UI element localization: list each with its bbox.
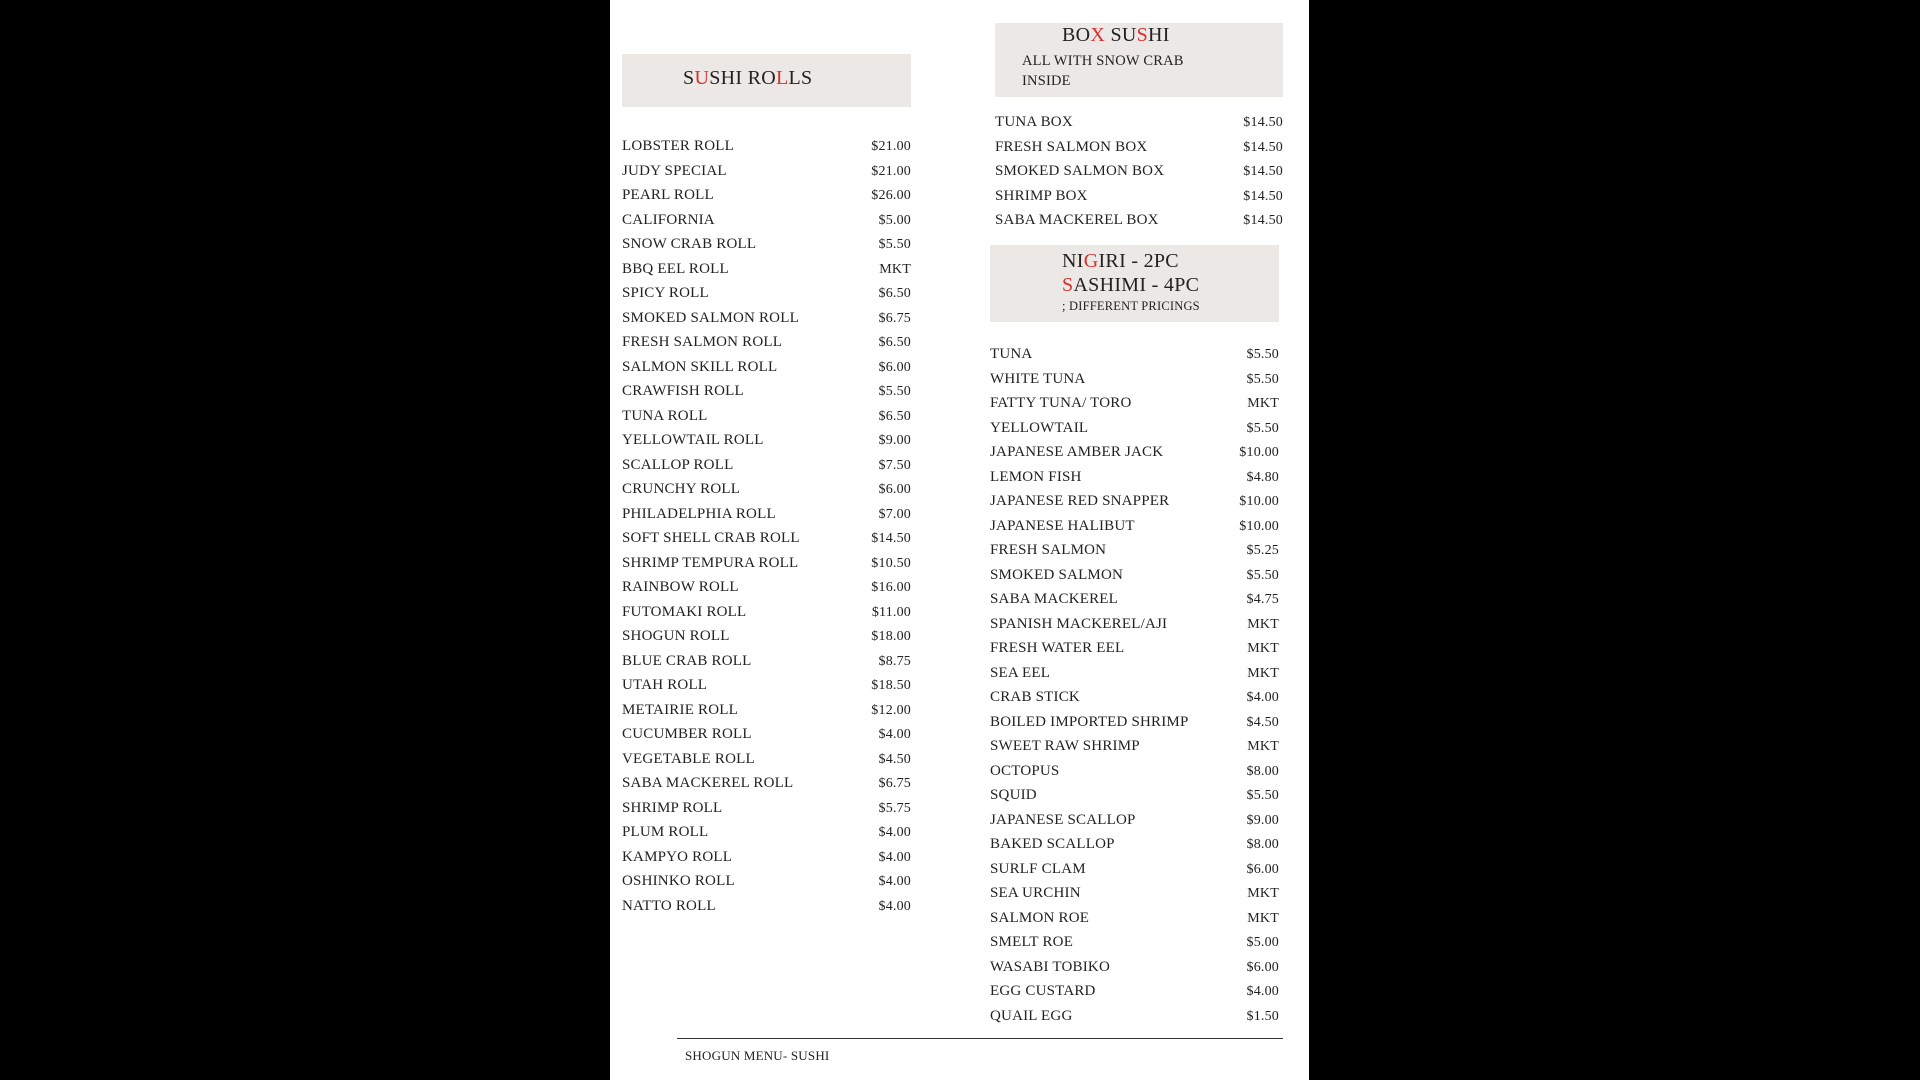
item-name: YELLOWTAIL ROLL	[622, 432, 764, 448]
item-price: $4.00	[1246, 984, 1279, 999]
item-price: $18.50	[871, 678, 911, 693]
item-price: $4.75	[1246, 592, 1279, 607]
item-name: BLUE CRAB ROLL	[622, 652, 752, 669]
title-part-accent: L	[776, 67, 789, 89]
item-price: $8.00	[1246, 763, 1279, 779]
item-price: $5.25	[1246, 543, 1279, 558]
menu-item	[990, 489, 1279, 514]
item-name: FRESH SALMON	[990, 542, 1107, 558]
item-name: SURLF CLAM	[990, 860, 1086, 877]
menu-item	[990, 538, 1279, 563]
menu-item	[622, 624, 911, 649]
item-price: $21.00	[871, 163, 911, 179]
menu-item	[622, 453, 911, 478]
menu-item	[622, 428, 911, 453]
menu-item	[622, 281, 911, 306]
menu-item	[990, 416, 1279, 441]
item-price: MKT	[879, 261, 911, 277]
menu-item	[990, 930, 1279, 955]
item-price: $14.50	[871, 531, 911, 546]
item-name: LOBSTER ROLL	[622, 138, 734, 154]
item-name: FRESH WATER EEL	[990, 640, 1125, 656]
item-price: $4.00	[878, 874, 911, 889]
menu-page	[610, 0, 1309, 1080]
item-price: $6.00	[878, 482, 911, 497]
menu-item	[622, 673, 911, 698]
item-name: WHITE TUNA	[990, 370, 1086, 387]
item-price: $4.50	[1246, 714, 1279, 730]
menu-item	[995, 110, 1283, 135]
menu-item	[622, 477, 911, 502]
sushi-rolls-title	[683, 67, 812, 90]
menu-item	[622, 183, 911, 208]
item-name: SOFT SHELL CRAB ROLL	[622, 530, 800, 546]
menu-item	[622, 134, 911, 159]
sushi-rolls-header	[622, 54, 911, 107]
box-sushi-subtitle	[1022, 51, 1184, 91]
item-name: CRAB STICK	[990, 689, 1080, 705]
footer-text: SHOGUN MENU- SUSHI	[685, 1048, 830, 1063]
item-price: MKT	[1247, 665, 1279, 681]
item-price: $6.00	[1246, 959, 1279, 975]
item-name: JAPANESE SCALLOP	[990, 811, 1136, 828]
menu-item	[990, 612, 1279, 637]
item-name: JAPANESE AMBER JACK	[990, 444, 1164, 460]
item-name: SHRIMP BOX	[995, 187, 1088, 204]
sashimi-title	[1062, 273, 1199, 297]
item-price: $7.00	[878, 506, 911, 522]
item-name: WASABI TOBIKO	[990, 958, 1110, 975]
menu-item	[990, 808, 1279, 833]
title-part: SHI RO	[709, 67, 776, 89]
item-price: $11.00	[871, 604, 911, 620]
item-price: $5.00	[878, 212, 911, 228]
box-sushi-header	[995, 23, 1283, 97]
item-name: FATTY TUNA/ TORO	[990, 395, 1132, 411]
menu-item	[622, 869, 911, 894]
item-name: OCTOPUS	[990, 762, 1060, 779]
item-name: SALMON ROE	[990, 909, 1090, 926]
item-name: KAMPYO ROLL	[622, 848, 733, 865]
item-name: PHILADELPHIA ROLL	[622, 505, 776, 522]
menu-item	[990, 1004, 1279, 1029]
item-price: $9.00	[878, 433, 911, 448]
item-name: SEA EEL	[990, 664, 1051, 681]
subtitle-line: INSIDE	[1022, 73, 1071, 89]
item-price: $5.50	[1246, 371, 1279, 387]
menu-item	[990, 563, 1279, 588]
item-name: SABA MACKEREL BOX	[995, 212, 1159, 228]
item-name: SEA URCHIN	[990, 885, 1081, 901]
item-name: FUTOMAKI ROLL	[622, 603, 747, 620]
menu-item	[990, 710, 1279, 735]
item-price: $6.50	[878, 335, 911, 350]
item-name: SMELT ROE	[990, 934, 1074, 950]
item-name: JAPANESE HALIBUT	[990, 517, 1135, 534]
title-part: SU	[1105, 24, 1137, 46]
item-name: SQUID	[990, 787, 1037, 803]
item-name: TUNA ROLL	[622, 407, 708, 424]
menu-item	[622, 257, 911, 282]
menu-item	[990, 661, 1279, 686]
item-price: $18.00	[871, 629, 911, 644]
item-price: $9.00	[1246, 812, 1279, 828]
item-name: SPICY ROLL	[622, 285, 709, 301]
menu-item	[990, 832, 1279, 857]
item-name: METAIRIE ROLL	[622, 701, 738, 718]
item-name: EGG CUSTARD	[990, 983, 1096, 999]
menu-item	[622, 306, 911, 331]
menu-item	[990, 857, 1279, 882]
item-price: $5.50	[1246, 788, 1279, 803]
menu-item	[622, 845, 911, 870]
menu-item	[990, 685, 1279, 710]
item-name: SCALLOP ROLL	[622, 456, 734, 473]
menu-item	[622, 600, 911, 625]
item-name: VEGETABLE ROLL	[622, 750, 755, 767]
item-name: TUNA BOX	[995, 114, 1073, 130]
menu-item	[990, 906, 1279, 931]
item-price: $14.50	[1243, 115, 1283, 130]
item-price: $7.50	[878, 457, 911, 473]
item-price: $4.00	[1246, 690, 1279, 705]
menu-item	[990, 979, 1279, 1004]
item-price: $4.00	[878, 825, 911, 840]
menu-item	[622, 820, 911, 845]
menu-item	[622, 747, 911, 772]
item-name: JUDY SPECIAL	[622, 162, 727, 179]
nigiri-sashimi-header	[990, 245, 1279, 322]
item-price: $10.00	[1239, 494, 1279, 509]
item-price: $12.00	[871, 702, 911, 718]
item-price: $6.50	[878, 286, 911, 301]
item-price: MKT	[1247, 641, 1279, 656]
item-name: TUNA	[990, 346, 1033, 362]
item-name: OSHINKO ROLL	[622, 873, 735, 889]
item-name: SWEET RAW SHRIMP	[990, 738, 1140, 754]
menu-item	[622, 722, 911, 747]
item-price: MKT	[1247, 910, 1279, 926]
item-price: $6.00	[1246, 861, 1279, 877]
menu-item	[622, 575, 911, 600]
menu-item	[990, 367, 1279, 392]
item-name: LEMON FISH	[990, 468, 1082, 485]
item-price: $14.50	[1243, 139, 1283, 155]
item-price: $21.00	[871, 139, 911, 154]
item-price: $8.00	[1246, 837, 1279, 852]
item-name: PLUM ROLL	[622, 824, 709, 840]
item-price: $4.50	[878, 751, 911, 767]
item-name: SABA MACKEREL	[990, 591, 1119, 607]
menu-item	[995, 159, 1283, 184]
item-price: $4.80	[1246, 469, 1279, 485]
menu-item	[622, 232, 911, 257]
menu-item	[990, 734, 1279, 759]
menu-item	[990, 342, 1279, 367]
item-price: $5.50	[878, 237, 911, 252]
item-name: SABA MACKEREL ROLL	[622, 775, 794, 791]
item-name: SHOGUN ROLL	[622, 628, 730, 644]
title-part: BO	[1062, 24, 1091, 46]
title-part: LS	[788, 67, 813, 89]
menu-item	[622, 551, 911, 576]
menu-item	[995, 208, 1283, 233]
item-price: $6.75	[878, 310, 911, 326]
item-name: YELLOWTAIL	[990, 419, 1089, 436]
item-name: SMOKED SALMON	[990, 566, 1124, 583]
menu-item	[622, 379, 911, 404]
item-price: $5.50	[1246, 420, 1279, 436]
footer-divider	[677, 1038, 1283, 1039]
item-name: CRUNCHY ROLL	[622, 481, 741, 497]
item-price: $4.00	[878, 727, 911, 742]
title-part-accent: X	[1090, 24, 1106, 46]
item-name: SNOW CRAB ROLL	[622, 236, 757, 252]
title-part: ASHIMI - 4PC	[1073, 274, 1200, 296]
item-name: RAINBOW ROLL	[622, 579, 739, 595]
item-price: $10.50	[871, 555, 911, 571]
title-part-accent: G	[1083, 250, 1099, 272]
menu-item	[622, 771, 911, 796]
item-price: $26.00	[871, 188, 911, 203]
item-name: SMOKED SALMON BOX	[995, 163, 1165, 179]
menu-item	[622, 355, 911, 380]
menu-item	[622, 894, 911, 919]
menu-item	[990, 783, 1279, 808]
item-price: $5.50	[878, 384, 911, 399]
menu-item	[622, 159, 911, 184]
item-name: JAPANESE RED SNAPPER	[990, 493, 1170, 509]
item-price: $16.00	[871, 580, 911, 595]
menu-item	[990, 881, 1279, 906]
title-part: IRI - 2PC	[1098, 250, 1179, 272]
menu-item	[622, 698, 911, 723]
item-name: BAKED SCALLOP	[990, 836, 1115, 852]
menu-item	[990, 440, 1279, 465]
item-name: NATTO ROLL	[622, 897, 716, 914]
menu-item	[622, 208, 911, 233]
item-price: $5.50	[1246, 567, 1279, 583]
item-price: $14.50	[1243, 188, 1283, 204]
menu-item	[622, 649, 911, 674]
menu-item	[990, 955, 1279, 980]
menu-item	[990, 587, 1279, 612]
item-price: MKT	[1247, 739, 1279, 754]
item-price: $14.50	[1243, 213, 1283, 228]
item-name: CRAWFISH ROLL	[622, 383, 744, 399]
item-price: $6.50	[878, 408, 911, 424]
item-name: SHRIMP TEMPURA ROLL	[622, 554, 799, 571]
item-name: PEARL ROLL	[622, 187, 714, 203]
item-name: BOILED IMPORTED SHRIMP	[990, 713, 1189, 730]
menu-item	[990, 759, 1279, 784]
item-price: $1.50	[1246, 1008, 1279, 1024]
menu-item	[990, 514, 1279, 539]
title-part-accent: U	[694, 67, 710, 89]
item-name: SPANISH MACKEREL/AJI	[990, 615, 1168, 632]
title-part: HI	[1148, 24, 1170, 46]
menu-item	[995, 184, 1283, 209]
box-sushi-title	[1062, 24, 1170, 47]
menu-item	[622, 796, 911, 821]
menu-item	[995, 135, 1283, 160]
item-price: $6.00	[878, 359, 911, 375]
item-name: UTAH ROLL	[622, 677, 708, 693]
item-name: CALIFORNIA	[622, 211, 715, 228]
item-name: FRESH SALMON BOX	[995, 138, 1148, 155]
item-name: CUCUMBER ROLL	[622, 726, 752, 742]
item-price: $6.75	[878, 776, 911, 791]
item-name: QUAIL EGG	[990, 1007, 1073, 1024]
item-price: $4.00	[878, 898, 911, 914]
title-part-accent: S	[1062, 274, 1074, 296]
pricing-note: ; DIFFERENT PRICINGS	[1062, 299, 1200, 313]
menu-item	[622, 526, 911, 551]
menu-item	[622, 330, 911, 355]
item-price: $5.00	[1246, 935, 1279, 950]
item-price: $4.00	[878, 849, 911, 865]
subtitle-line: ALL WITH SNOW CRAB	[1022, 53, 1184, 69]
item-name: FRESH SALMON ROLL	[622, 334, 783, 350]
item-price: MKT	[1247, 886, 1279, 901]
title-part: S	[683, 67, 695, 89]
item-name: SMOKED SALMON ROLL	[622, 309, 799, 326]
item-name: SHRIMP ROLL	[622, 799, 723, 816]
menu-item	[622, 502, 911, 527]
item-price: MKT	[1247, 616, 1279, 632]
item-name: BBQ EEL ROLL	[622, 260, 729, 277]
nigiri-title	[1062, 249, 1179, 273]
item-price: $8.75	[878, 653, 911, 669]
item-price: $10.00	[1239, 445, 1279, 460]
item-price: MKT	[1247, 396, 1279, 411]
item-price: $14.50	[1243, 164, 1283, 179]
menu-item	[990, 465, 1279, 490]
menu-item	[990, 391, 1279, 416]
title-part: NI	[1062, 250, 1084, 272]
menu-item	[990, 636, 1279, 661]
item-name: SALMON SKILL ROLL	[622, 358, 778, 375]
item-price: $10.00	[1239, 518, 1279, 534]
item-price: $5.75	[878, 800, 911, 816]
menu-item	[622, 404, 911, 429]
title-part-accent: S	[1136, 24, 1149, 46]
item-price: $5.50	[1246, 347, 1279, 362]
